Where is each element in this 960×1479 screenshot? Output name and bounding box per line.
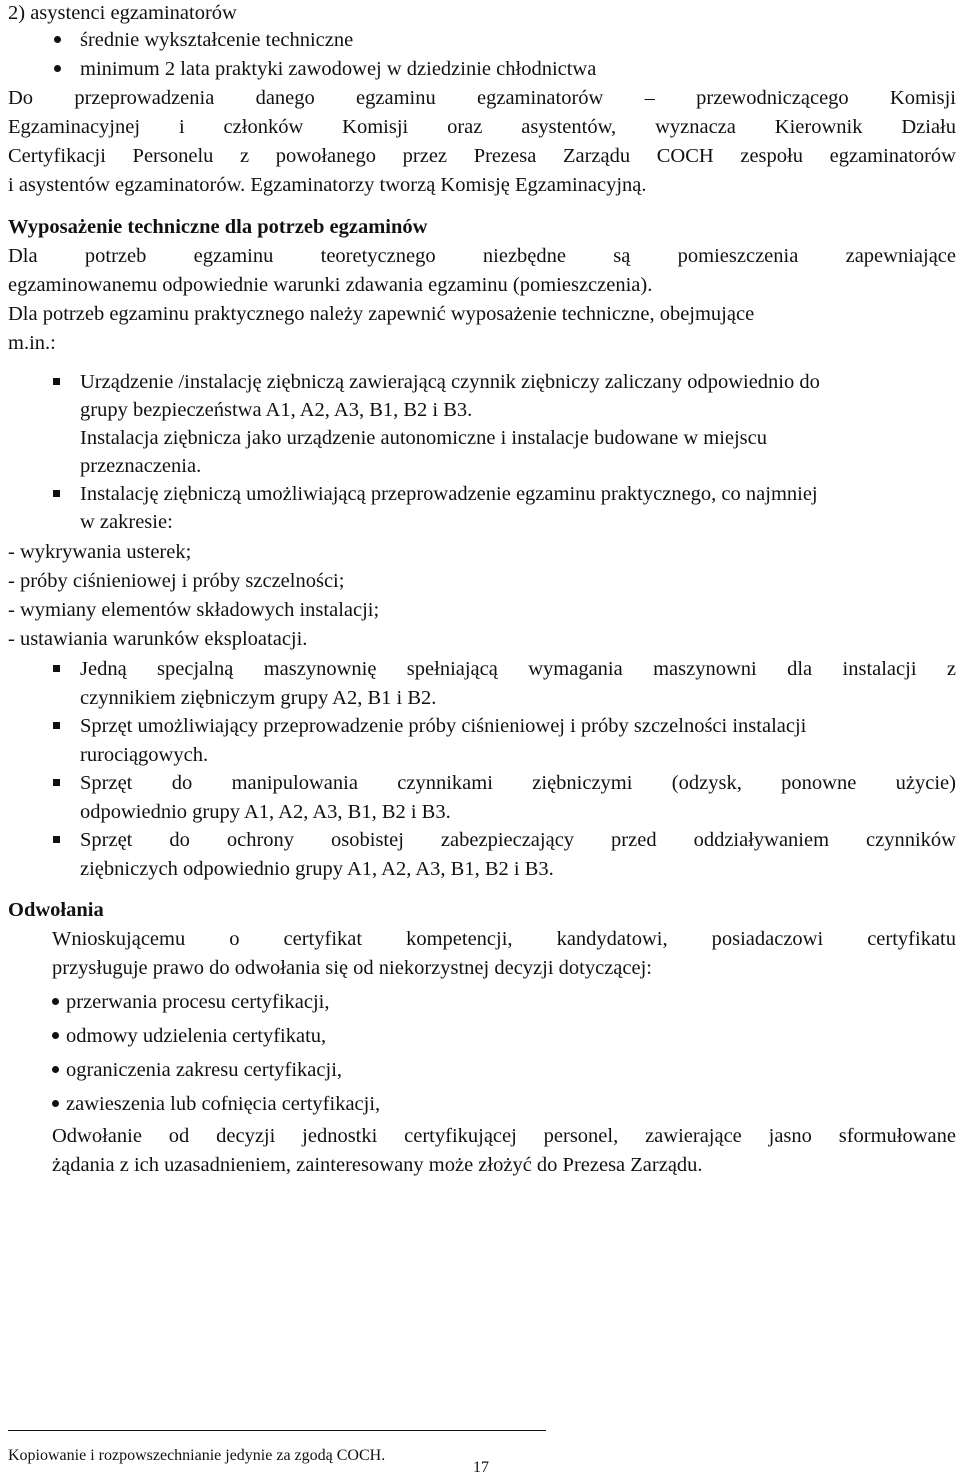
equipment-item-line: Urządzenie /instalację ziębniczą zawierającą czynnik ziębniczy zaliczany odpowiednio do xyxy=(80,371,820,393)
equipment-item-line: Sprzęt do manipulowania czynnikami ziębniczymi (odzysk, ponowne użycie) xyxy=(80,772,956,794)
dash-list-item: - ustawiania warunków eksploatacji. xyxy=(8,628,308,650)
dash-list-item: - wymiany elementów składowych instalacji; xyxy=(8,599,380,621)
appointment-paragraph-line: Do przeprowadzenia danego egzaminu egzaminatorów – przewodniczącego Komisji xyxy=(8,87,956,109)
bullet-dot-icon xyxy=(54,36,61,43)
bullet-dot-icon xyxy=(52,998,59,1005)
appeal-reason-item: odmowy udzielenia certyfikatu, xyxy=(66,1025,327,1047)
footer-divider xyxy=(8,1430,546,1431)
equipment-item-line: Sprzęt do ochrony osobistej zabezpieczający przed oddziaływaniem czynników xyxy=(80,829,956,851)
equipment-item-line: Sprzęt umożliwiający przeprowadzenie próby ciśnieniowej i próby szczelności instalacji xyxy=(80,715,807,737)
bullet-dot-icon xyxy=(52,1066,59,1073)
bullet-dot-icon xyxy=(54,65,61,72)
bullet-square-icon xyxy=(53,378,60,385)
bullet-square-icon xyxy=(53,722,60,729)
dash-list-item: - próby ciśnieniowej i próby szczelności; xyxy=(8,570,345,592)
bullet-square-icon xyxy=(53,665,60,672)
appeals-closing-line: żądania z ich uzasadnieniem, zainteresowany może złożyć do Prezesa Zarządu. xyxy=(52,1154,703,1176)
equipment-item-line: grupy bezpieczeństwa A1, A2, A3, B1, B2 i B3. xyxy=(80,399,473,421)
section-heading-equipment: Wyposażenie techniczne dla potrzeb egzaminów xyxy=(8,216,428,238)
bullet-dot-icon xyxy=(52,1032,59,1039)
requirement-item: średnie wykształcenie techniczne xyxy=(80,29,354,51)
footer-copyright: Kopiowanie i rozpowszechnianie jedynie za zgodą COCH. xyxy=(8,1447,386,1464)
appeal-reason-item: zawieszenia lub cofnięcia certyfikacji, xyxy=(66,1093,381,1115)
equipment-item-line: Instalację ziębniczą umożliwiającą przeprowadzenie egzaminu praktycznego, co najmniej xyxy=(80,483,818,505)
equipment-item-line: czynnikiem ziębniczym grupy A2, B1 i B2. xyxy=(80,687,437,709)
appeals-closing-line: Odwołanie od decyzji jednostki certyfikującej personel, zawierające jasno sformułowane xyxy=(52,1125,956,1147)
bullet-square-icon xyxy=(53,836,60,843)
appeals-intro-line: Wnioskującemu o certyfikat kompetencji, kandydatowi, posiadaczowi certyfikatu xyxy=(52,928,956,950)
practical-paragraph-line: Dla potrzeb egzaminu praktycznego należy zapewnić wyposażenie techniczne, obejmujące xyxy=(8,303,755,325)
page-number: 17 xyxy=(473,1459,489,1476)
bullet-square-icon xyxy=(53,490,60,497)
requirement-item: minimum 2 lata praktyki zawodowej w dziedzinie chłodnictwa xyxy=(80,58,597,80)
equipment-item-line: rurociągowych. xyxy=(80,744,209,766)
appointment-paragraph-line: Egzaminacyjnej i członków Komisji oraz asystentów, wyznacza Kierownik Działu xyxy=(8,116,956,138)
dash-list-item: - wykrywania usterek; xyxy=(8,541,192,563)
appointment-paragraph-line: i asystentów egzaminatorów. Egzaminatorzy tworzą Komisję Egzaminacyjną. xyxy=(8,174,647,196)
equipment-item-line: ziębniczych odpowiednio grupy A1, A2, A3, B1, B2 i B3. xyxy=(80,858,554,880)
section-heading-assistants: 2) asystenci egzaminatorów xyxy=(8,2,237,24)
appeal-reason-item: ograniczenia zakresu certyfikacji, xyxy=(66,1059,343,1081)
theory-paragraph-line: Dla potrzeb egzaminu teoretycznego niezbędne są pomieszczenia zapewniające xyxy=(8,245,956,267)
equipment-item-line: odpowiednio grupy A1, A2, A3, B1, B2 i B3. xyxy=(80,801,451,823)
appointment-paragraph-line: Certyfikacji Personelu z powołanego przez Prezesa Zarządu COCH zespołu egzaminatorów xyxy=(8,145,956,167)
equipment-item-line: w zakresie: xyxy=(80,511,173,533)
appeal-reason-item: przerwania procesu certyfikacji, xyxy=(66,991,330,1013)
bullet-square-icon xyxy=(53,779,60,786)
practical-paragraph-line: m.in.: xyxy=(8,332,56,354)
equipment-item-line: przeznaczenia. xyxy=(80,455,202,477)
theory-paragraph-line: egzaminowanemu odpowiednie warunki zdawania egzaminu (pomieszczenia). xyxy=(8,274,653,296)
equipment-item-line: Jedną specjalną maszynownię spełniającą wymagania maszynowni dla instalacji z xyxy=(80,658,956,680)
bullet-dot-icon xyxy=(52,1100,59,1107)
equipment-item-line: Instalacja ziębnicza jako urządzenie autonomiczne i instalacje budowane w miejscu xyxy=(80,427,768,449)
appeals-intro-line: przysługuje prawo do odwołania się od niekorzystnej decyzji dotyczącej: xyxy=(52,957,652,979)
section-heading-appeals: Odwołania xyxy=(8,899,104,921)
